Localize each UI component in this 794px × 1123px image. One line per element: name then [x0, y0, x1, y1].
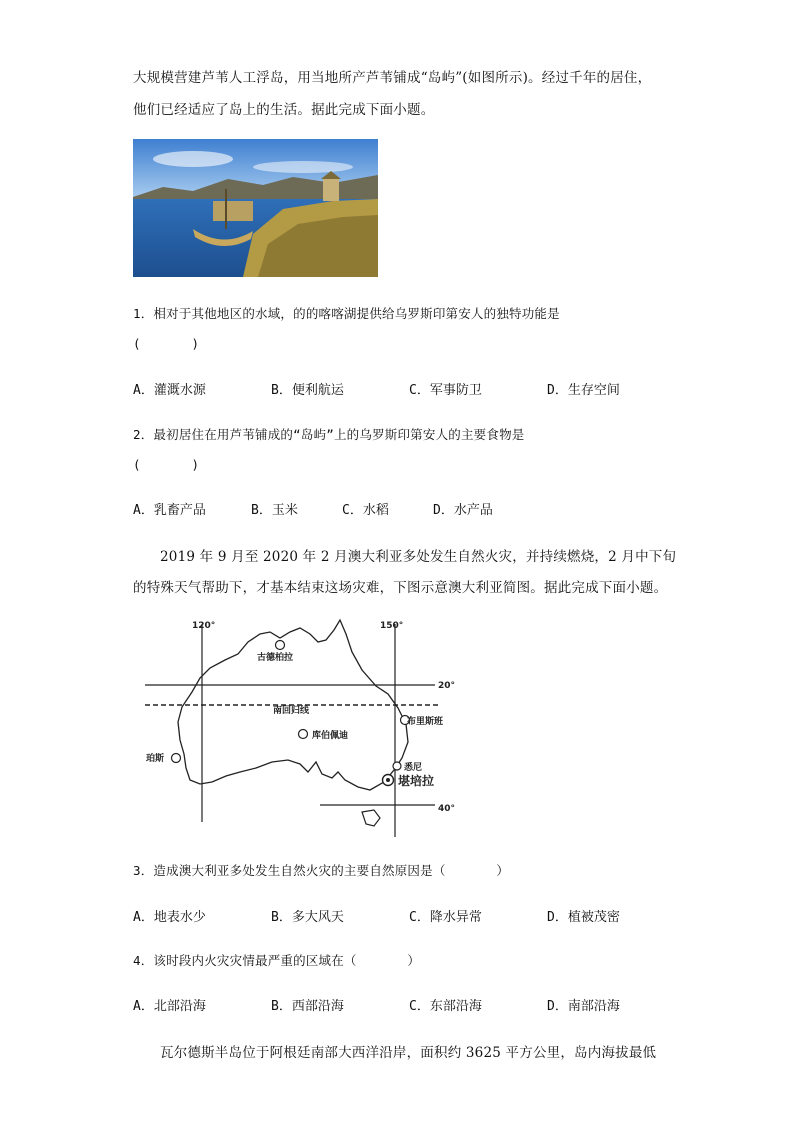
q2-option-a[interactable]: A．乳畜产品	[133, 503, 206, 518]
q1-option-d[interactable]: D．生存空间	[547, 383, 620, 398]
city-label-posi: 珀斯	[146, 754, 165, 764]
city-marker-kubopeidi	[299, 730, 308, 739]
q2-option-c[interactable]: C．水稻	[342, 503, 389, 518]
capital-dot	[386, 778, 390, 782]
passage-2-line-1: 2019 年 9 月至 2020 年 2 月澳大利亚多处发生自然火灾，并持续燃烧，2 月中下旬	[160, 549, 677, 565]
question-1-stem: 1．相对于其他地区的水域，的的喀喀湖提供给乌罗斯印第安人的独特功能是	[133, 306, 560, 321]
q1-option-b[interactable]: B．便利航运	[271, 383, 344, 398]
question-4-stem: 4．该时段内火灾灾情最严重的区域在（ ）	[133, 953, 421, 968]
passage-2-line-2: 的特殊天气帮助下，才基本结束这场灾难，下图示意澳大利亚简图。据此完成下面小题。	[133, 580, 668, 596]
q2-option-b[interactable]: B．玉米	[251, 503, 298, 518]
city-marker-gudeboela	[276, 641, 285, 650]
lon-150-label: 150°	[380, 621, 404, 631]
question-2-blank: ( )	[133, 457, 200, 472]
australia-map	[140, 612, 470, 837]
city-label-kubopeidi: 库伯佩迪	[312, 731, 349, 741]
q1-option-c[interactable]: C．军事防卫	[409, 383, 482, 398]
q4-option-b[interactable]: B．西部沿海	[271, 999, 344, 1014]
q4-option-c[interactable]: C．东部沿海	[409, 999, 482, 1014]
q3-option-c[interactable]: C．降水异常	[409, 910, 482, 925]
tasmania-outline	[362, 810, 380, 826]
reed-island-photo	[133, 139, 378, 277]
question-3-stem: 3．造成澳大利亚多处发生自然火灾的主要自然原因是（ ）	[133, 863, 510, 878]
tropic-label: 南回归线	[273, 706, 310, 716]
city-marker-xini	[393, 762, 401, 770]
q4-option-a[interactable]: A．北部沿海	[133, 999, 206, 1014]
city-label-buliesiban: 布里斯班	[407, 717, 444, 727]
intro-line-2: 他们已经适应了岛上的生活。据此完成下面小题。	[133, 102, 435, 118]
lat-40-label: 40°	[438, 804, 456, 814]
q3-option-d[interactable]: D．植被茂密	[547, 910, 620, 925]
question-1-blank: ( )	[133, 336, 200, 351]
q4-option-d[interactable]: D．南部沿海	[547, 999, 620, 1014]
lon-120-label: 120°	[192, 621, 216, 631]
intro-line-1: 大规模营建芦苇人工浮岛，用当地所产芦苇铺成“岛屿”(如图所示)。经过千年的居住，	[133, 70, 652, 86]
question-2-stem: 2．最初居住在用芦苇铺成的“岛屿”上的乌罗斯印第安人的主要食物是	[133, 427, 525, 442]
city-label-gudeboela: 古德柏拉	[257, 653, 294, 663]
passage-3-line-1: 瓦尔德斯半岛位于阿根廷南部大西洋沿岸，面积约 3625 平方公里，岛内海拔最低	[160, 1045, 657, 1061]
q1-option-a[interactable]: A．灌溉水源	[133, 383, 206, 398]
q2-option-d[interactable]: D．水产品	[433, 503, 493, 518]
q3-option-a[interactable]: A．地表水少	[133, 910, 206, 925]
city-label-kanpeila: 堪培拉	[398, 774, 435, 788]
city-label-xini: 悉尼	[404, 763, 423, 773]
city-marker-posi	[172, 754, 181, 763]
q3-option-b[interactable]: B．多大风天	[271, 910, 344, 925]
lat-20-label: 20°	[438, 681, 456, 691]
